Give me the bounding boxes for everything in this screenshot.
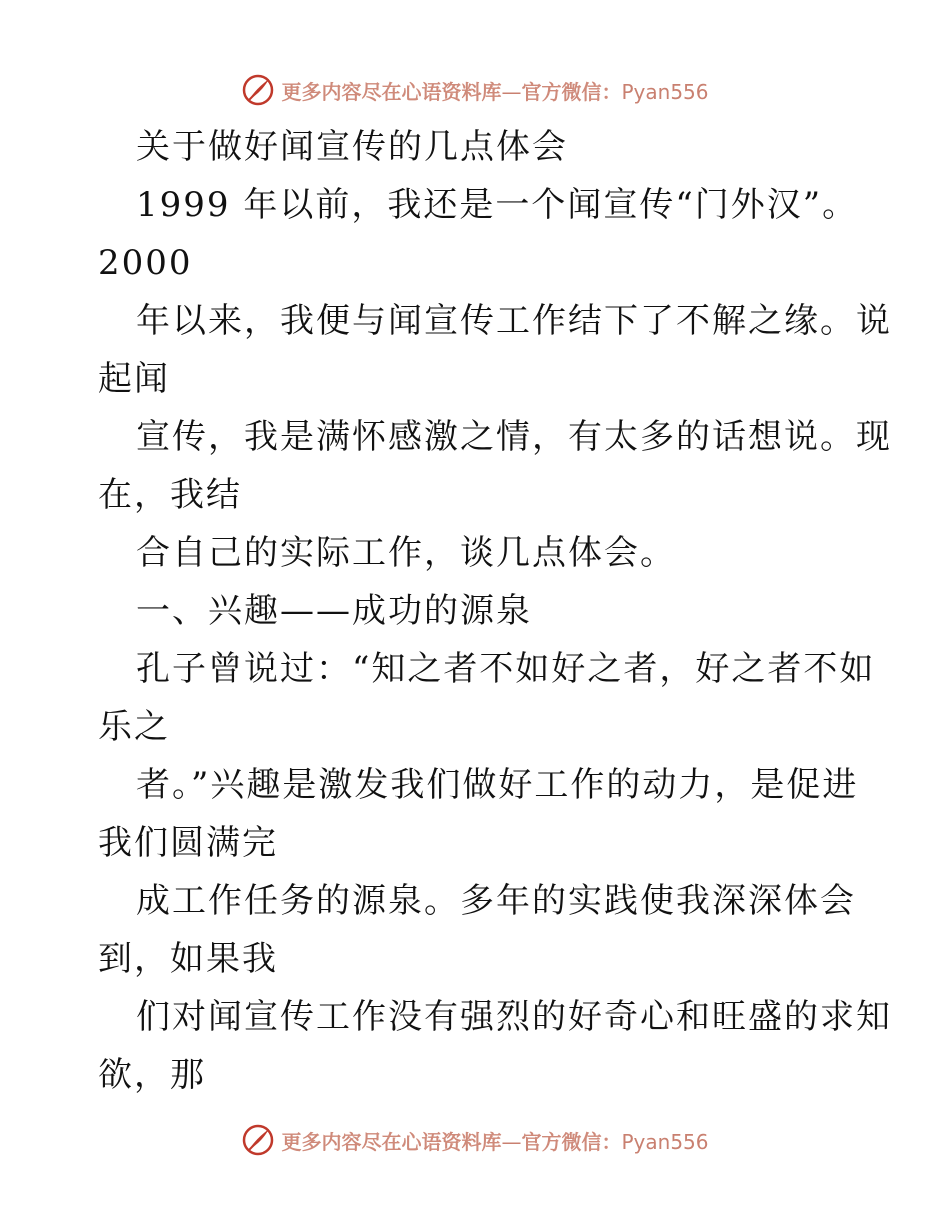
watermark-wechat-label: 官方微信： <box>521 79 622 104</box>
text-line: 在，我结 <box>98 475 242 515</box>
text-line: 起闻 <box>98 359 170 399</box>
text-line: 一、兴趣——成功的源泉 <box>136 591 532 631</box>
watermark-wechat-label: 官方微信： <box>521 1129 622 1154</box>
text-line: 关于做好闻宣传的几点体会 <box>136 127 568 167</box>
watermark-title: 更多内容尽在心语资料库 <box>281 1129 502 1154</box>
text-line: 乐之 <box>98 707 170 747</box>
header-watermark <box>0 70 950 110</box>
document-body <box>98 118 892 1104</box>
watermark-wechat-id: Pyan556 <box>621 79 709 104</box>
feather-pen-seal-icon <box>241 73 275 107</box>
feather-pen-seal-icon <box>241 1123 275 1157</box>
watermark-text <box>281 1126 708 1155</box>
text-line: 欲，那 <box>98 1055 206 1095</box>
text-line: 成工作任务的源泉。多年的实践使我深深体会 <box>136 881 856 921</box>
text-line: 孔子曾说过：“知之者不如好之者，好之者不如 <box>136 649 876 689</box>
text-line: 者。”兴趣是激发我们做好工作的动力，是促进 <box>136 765 859 805</box>
watermark-wechat-id: Pyan556 <box>621 1129 709 1154</box>
text-line: 们对闻宣传工作没有强烈的好奇心和旺盛的求知 <box>136 997 892 1037</box>
watermark-dash: — <box>501 1129 522 1154</box>
watermark-text <box>281 76 708 105</box>
text-line: 1999 年以前，我还是一个闻宣传“门外汉”。 <box>136 185 859 225</box>
text-line: 宣传，我是满怀感激之情，有太多的话想说。现 <box>136 417 892 457</box>
footer-watermark <box>0 1120 950 1160</box>
text-line: 我们圆满完 <box>98 823 278 863</box>
watermark-dash: — <box>501 79 522 104</box>
text-line: 年以来，我便与闻宣传工作结下了不解之缘。说 <box>136 301 892 341</box>
text-line: 到，如果我 <box>98 939 278 979</box>
text-line: 2000 <box>98 243 193 283</box>
watermark-title: 更多内容尽在心语资料库 <box>281 79 502 104</box>
text-line: 合自己的实际工作，谈几点体会。 <box>136 533 676 573</box>
